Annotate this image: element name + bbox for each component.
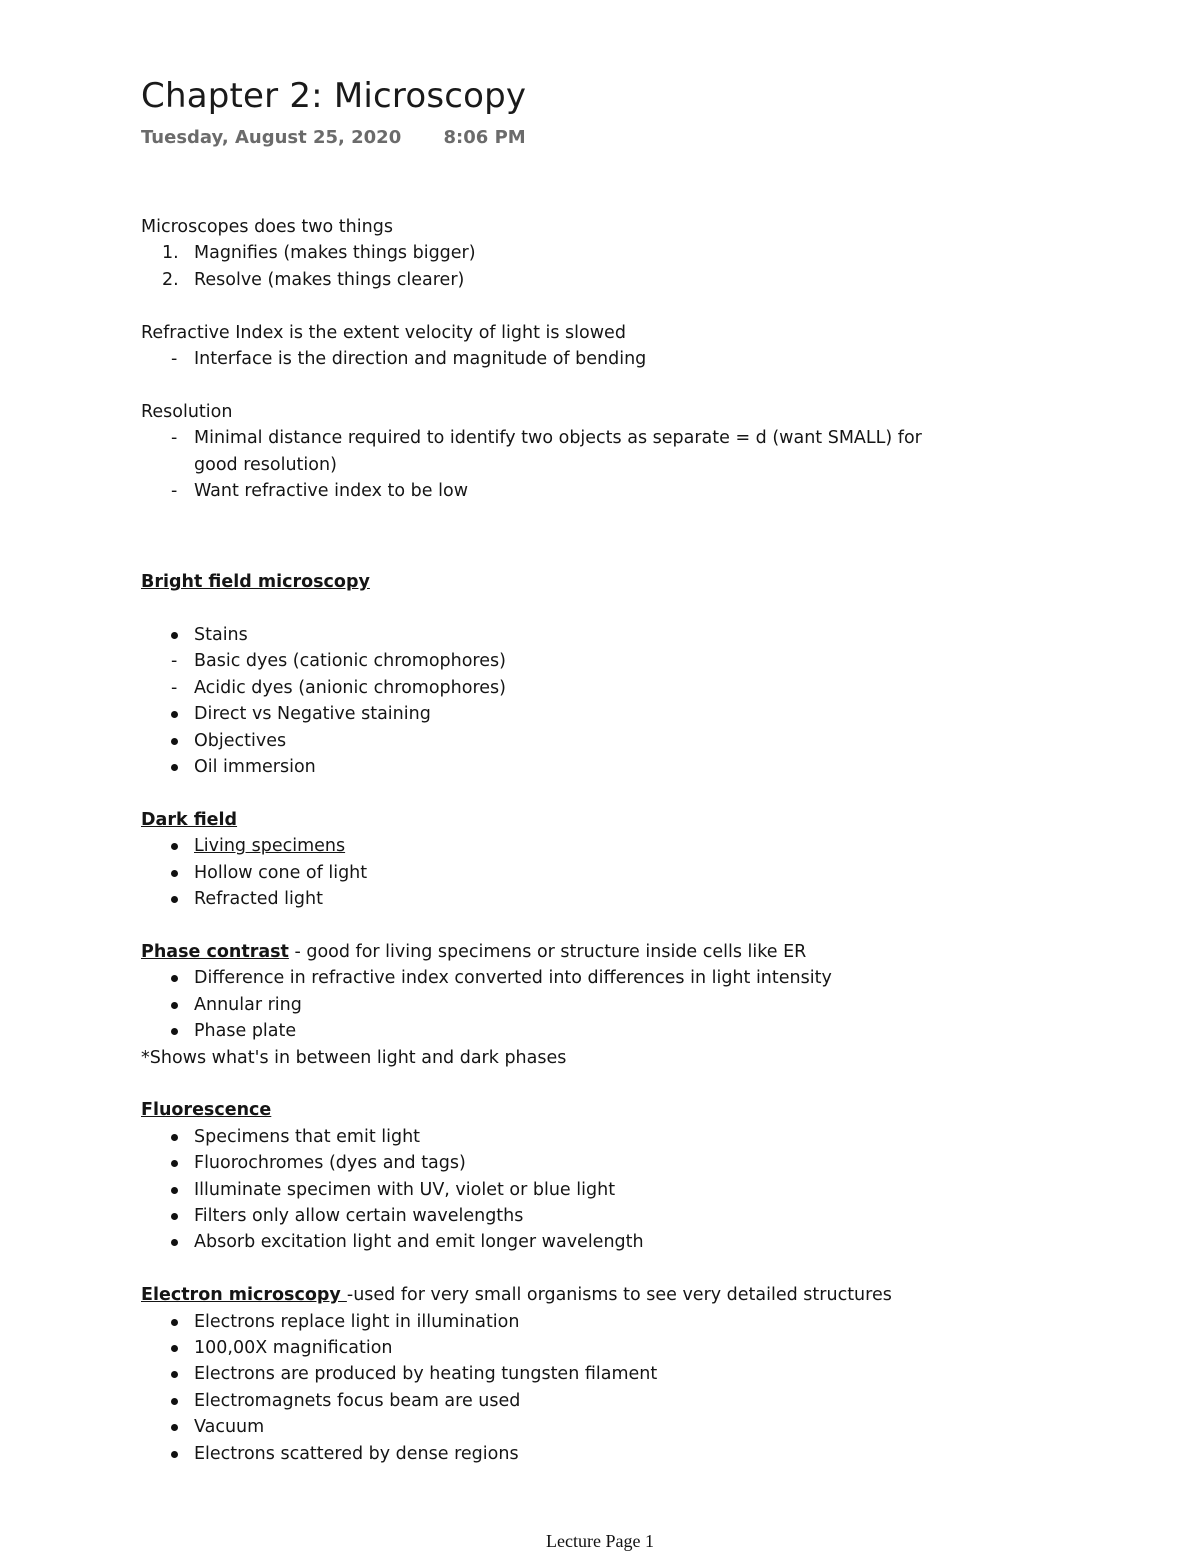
bullet-icon xyxy=(171,764,178,771)
list-item: Electrons are produced by heating tungsten filament xyxy=(141,1361,1041,1387)
bullet-icon xyxy=(171,1345,178,1352)
list-item: Difference in refractive index converted into differences in light intensity xyxy=(141,965,1041,991)
bullet-icon xyxy=(171,896,178,903)
list-item: 2. Resolve (makes things clearer) xyxy=(162,269,465,290)
electron-list xyxy=(141,1309,1041,1467)
list-item: Electrons replace light in illumination xyxy=(141,1309,1041,1335)
list-item: Annular ring xyxy=(141,992,1041,1018)
bullet-icon xyxy=(171,1398,178,1405)
bullet-icon xyxy=(171,1371,178,1378)
bullet-icon xyxy=(171,1028,178,1035)
dark-field-heading: Dark field xyxy=(141,809,238,830)
bullet-icon xyxy=(171,1002,178,1009)
resolution-list xyxy=(141,425,1041,504)
list-item: Refracted light xyxy=(141,886,1041,912)
electron-heading: Electron microscopy xyxy=(141,1285,347,1306)
fluorescence-heading: Fluorescence xyxy=(141,1100,272,1121)
list-item: - Basic dyes (cationic chromophores) xyxy=(171,651,506,672)
bullet-icon xyxy=(171,632,178,639)
list-item: - Acidic dyes (anionic chromophores) xyxy=(171,677,506,698)
list-item: Illuminate specimen with UV, violet or blue light xyxy=(141,1177,1041,1203)
bullet-icon xyxy=(171,1187,178,1194)
bright-field-heading: Bright field microscopy xyxy=(141,572,370,593)
resolution-heading: Resolution xyxy=(141,401,233,422)
bullet-icon xyxy=(171,1319,178,1326)
page-date: Tuesday, August 25, 2020 xyxy=(141,127,402,148)
bullet-icon xyxy=(171,1134,178,1141)
list-item: Oil immersion xyxy=(141,754,1041,780)
refractive-heading: Refractive Index is the extent velocity of light is slowed xyxy=(141,322,626,343)
list-item: Direct vs Negative staining xyxy=(141,701,1041,727)
list-item: Phase plate xyxy=(141,1018,1041,1044)
page-time: 8:06 PM xyxy=(443,127,526,148)
list-item: 100,00X magnification xyxy=(141,1335,1041,1361)
note-body xyxy=(141,214,1041,1467)
bullet-icon xyxy=(171,711,178,718)
electron-heading-line: Electron microscopy -used for very small organisms to see very detailed structures xyxy=(141,1285,892,1306)
bullet-icon xyxy=(171,870,178,877)
phase-contrast-heading: Phase contrast xyxy=(141,941,289,962)
refractive-list xyxy=(141,346,1041,372)
list-item: Vacuum xyxy=(141,1414,1041,1440)
bullet-icon xyxy=(171,1451,178,1458)
list-item: Living specimens xyxy=(141,833,1041,859)
phase-contrast-list xyxy=(141,965,1041,1044)
intro-heading: Microscopes does two things xyxy=(141,217,393,237)
phase-contrast-note: *Shows what's in between light and dark phases xyxy=(141,1047,567,1068)
list-item: Electromagnets focus beam are used xyxy=(141,1388,1041,1414)
list-item: Hollow cone of light xyxy=(141,860,1041,886)
dark-field-list xyxy=(141,833,1041,912)
list-item: Absorb excitation light and emit longer wavelength xyxy=(141,1229,1041,1255)
list-item: - Interface is the direction and magnitude of bending xyxy=(171,349,647,370)
bullet-icon xyxy=(171,1424,178,1431)
list-item: 1. Magnifies (makes things bigger) xyxy=(162,243,476,264)
page-footer: Lecture Page 1 xyxy=(546,1531,654,1551)
bullet-icon xyxy=(171,843,178,850)
page-title: Chapter 2: Microscopy xyxy=(141,76,527,116)
intro-list xyxy=(141,240,1041,293)
bullet-icon xyxy=(171,975,178,982)
bullet-icon xyxy=(171,1239,178,1246)
fluorescence-list xyxy=(141,1124,1041,1256)
bullet-icon xyxy=(171,1213,178,1220)
list-item: - Minimal distance required to identify two objects as separate = d (want SMALL) for good resolution) xyxy=(171,428,922,475)
phase-contrast-heading-line: Phase contrast - good for living specimens or structure inside cells like ER xyxy=(141,941,807,962)
list-item: Objectives xyxy=(141,728,1041,754)
list-item: Fluorochromes (dyes and tags) xyxy=(141,1150,1041,1176)
bright-field-list xyxy=(141,622,1041,780)
bullet-icon xyxy=(171,1160,178,1167)
page-meta xyxy=(141,126,526,150)
bullet-icon xyxy=(171,738,178,745)
list-item: - Want refractive index to be low xyxy=(171,481,469,502)
list-item: Electrons scattered by dense regions xyxy=(141,1441,1041,1467)
list-item: Stains xyxy=(141,622,1041,648)
list-item: Filters only allow certain wavelengths xyxy=(141,1203,1041,1229)
list-item: Specimens that emit light xyxy=(141,1124,1041,1150)
